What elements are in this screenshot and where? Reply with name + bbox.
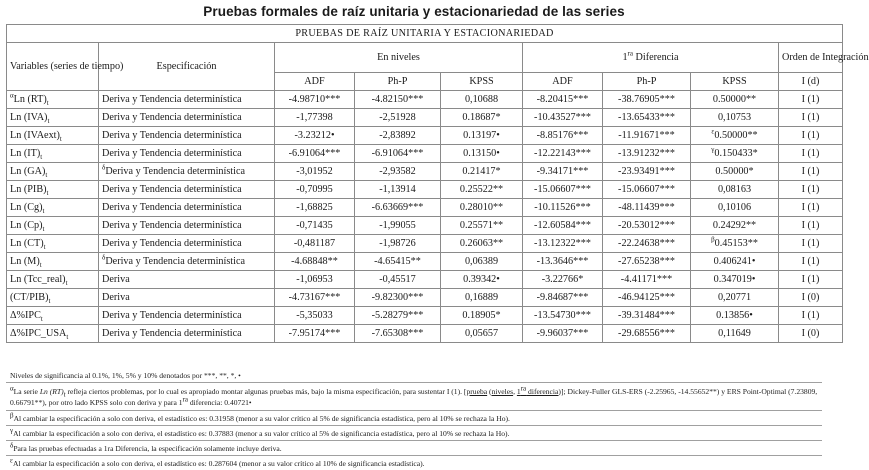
cell-php: -4.65415** [355,253,441,271]
kpss-diff-value: 0,20771 [717,292,752,303]
note-gamma [6,426,822,441]
cell-variable [7,289,99,307]
cell-orden: I (1) [779,109,843,127]
variable-name: Ln (M) [10,256,40,267]
cell-kpss-diff [691,307,779,325]
variable-name: Δ%IPC [10,310,41,321]
cell-especificacion [99,181,275,199]
kpss-diff-value: 0.24292** [712,220,757,231]
cell-adf: -0,71435 [275,217,355,235]
cell-variable [7,145,99,163]
cell-adf: -3,01952 [275,163,355,181]
cell-kpss-diff [691,145,779,163]
spec-text: Deriva [102,292,130,303]
header-variables: Variables (series de tiempo) [7,43,99,91]
cell-adf: -1,77398 [275,109,355,127]
spec-text: Deriva y Tendencia determinística [102,202,242,213]
cell-adf: -1,68825 [275,199,355,217]
table-row [7,127,843,145]
cell-variable [7,163,99,181]
variable-name: Ln (IT) [10,148,41,159]
table-row [7,325,843,343]
cell-php-diff: -13.65433*** [603,109,691,127]
note-marker: α [10,384,14,393]
cell-variable [7,307,99,325]
variable-name: Ln (CT) [10,238,44,249]
cell-adf-diff: -9.96037*** [523,325,603,343]
variable-name: Ln (Cp) [10,220,43,231]
cell-kpss-diff [691,325,779,343]
spec-text: Deriva y Tendencia determinística [105,256,245,267]
cell-variable [7,109,99,127]
cell-orden: I (1) [779,181,843,199]
cell-especificacion [99,217,275,235]
table-row [7,217,843,235]
cell-adf: -1,06953 [275,271,355,289]
variable-name: Ln (PIB) [10,184,47,195]
cell-adf: -5,35033 [275,307,355,325]
variable-sub: t [65,279,68,288]
variable-sub: t [40,153,43,162]
unit-root-table [6,24,869,343]
diferencia-sup: ra [627,49,633,58]
cell-especificacion [99,145,275,163]
note-beta [6,411,822,426]
kpss-diff-value: 0,08163 [717,184,752,195]
kpss-marker: ε [711,127,715,136]
header-adf-diff: ADF [523,73,603,91]
header-orden: Orden de Integración [779,43,843,73]
note-delta [6,441,822,456]
cell-orden: I (1) [779,145,843,163]
page-title: Pruebas formales de raíz unitaria y estacionariedad de las series [203,4,625,19]
header-kpss: KPSS [441,73,523,91]
cell-orden: I (1) [779,163,843,181]
cell-variable [7,127,99,145]
header-php: Ph-P [355,73,441,91]
cell-kpss: 0.21417* [441,163,523,181]
cell-php-diff: -22.24638*** [603,235,691,253]
cell-php-diff: -4.41171*** [603,271,691,289]
kpss-diff-value: 0,10106 [717,202,752,213]
note-sup: ra [182,395,188,404]
cell-php: -1,13914 [355,181,441,199]
cell-adf: -4.73167*** [275,289,355,307]
note-text: , [513,387,517,396]
cell-kpss-diff [691,127,779,145]
cell-adf-diff: -12.60584*** [523,217,603,235]
note-variable: Ln (RT) [39,387,64,396]
header-kpss-diff: KPSS [691,73,779,91]
kpss-diff-value: 0.150433* [714,148,758,159]
cell-orden: I (0) [779,325,843,343]
header-primera-diferencia [523,43,779,73]
variable-sub: t [59,135,62,144]
cell-php: -5.28279*** [355,307,441,325]
spec-text: Deriva y Tendencia determinística [102,220,242,231]
cell-especificacion [99,127,275,145]
kpss-marker: γ [711,145,715,154]
cell-kpss: 0.13150• [441,145,523,163]
cell-php-diff: -23.93491*** [603,163,691,181]
cell-php-diff: -27.65238*** [603,253,691,271]
cell-kpss: 0.25522** [441,181,523,199]
cell-adf-diff: -9.34171*** [523,163,603,181]
note-text: Al cambiar la especificación a solo con deriva, el estadístico es: 0.287604 (menor a su valor crítico al 10% de significancia estadística). [12,459,425,468]
kpss-diff-value: 0,10753 [717,112,752,123]
cell-php: -2,93582 [355,163,441,181]
cell-orden: I (1) [779,307,843,325]
cell-variable [7,91,99,109]
table-row [7,271,843,289]
cell-php: -2,83892 [355,127,441,145]
spec-text: Deriva y Tendencia determinística [102,94,242,105]
cell-especificacion [99,271,275,289]
variable-sub: t [43,243,46,252]
variable-sub: t [46,99,49,108]
table-row [7,199,843,217]
note-marker: δ [10,441,14,450]
cell-especificacion [99,235,275,253]
table-row [7,289,843,307]
cell-adf-diff: -10.11526*** [523,199,603,217]
note-sup: ra [520,384,527,393]
cell-php: -1,98726 [355,235,441,253]
cell-php-diff: -38.76905*** [603,91,691,109]
table-row [7,163,843,181]
table-caption: PRUEBAS DE RAÍZ UNITARIA Y ESTACIONARIEDAD [7,25,843,43]
note-diferencia-link [516,384,559,396]
note-text: diferencia: 0.40721• [187,398,252,407]
cell-kpss: 0,16889 [441,289,523,307]
cell-kpss-diff [691,91,779,109]
note-text: Para las pruebas efectuadas a 1ra Diferencia, la especificación solamente incluye deriva. [13,444,282,453]
note-significance: Niveles de significancia al 0.1%, 1%, 5% y 10% denotados por ***, **, *, • [6,368,822,383]
cell-php: -2,51928 [355,109,441,127]
note-text: refleja ciertos problemas, por lo cual es apropiado montar algunas pruebas más, bajo la misma especificación, para sustentar I (1). [ [65,387,467,396]
spec-text: Deriva y Tendencia determinística [102,148,242,159]
spec-text: Deriva y Tendencia determinística [102,310,242,321]
cell-php: -9.82300*** [355,289,441,307]
cell-adf-diff: -9.84687*** [523,289,603,307]
cell-kpss: 0.25571** [441,217,523,235]
variable-name: (CT/PIB) [10,292,49,303]
cell-php: -4.82150*** [355,91,441,109]
note-marker: γ [10,426,14,435]
note-niveles-link: niveles [491,387,514,396]
variable-sub: t [66,333,69,342]
cell-especificacion [99,109,275,127]
kpss-diff-value: 0.50000* [715,166,754,177]
cell-kpss: 0.28010** [441,199,523,217]
cell-adf-diff: -8.85176*** [523,127,603,145]
variable-marker: α [10,91,14,100]
cell-php: -0,45517 [355,271,441,289]
note-text: Al cambiar la especificación a solo con deriva, el estadístico es: 0.37883 (menor a su valor crítico al 5% de significancia estadística, pero al 10% se rechaza la Ho). [13,429,510,438]
variable-name: Ln (IVA) [10,112,48,123]
cell-adf-diff: -13.3646*** [523,253,603,271]
cell-php: -1,99055 [355,217,441,235]
header-adf: ADF [275,73,355,91]
cell-variable [7,235,99,253]
spec-text: Deriva y Tendencia determinística [102,130,242,141]
cell-php-diff: -39.31484*** [603,307,691,325]
cell-kpss-diff [691,109,779,127]
variable-sub: t [42,225,45,234]
cell-kpss-diff [691,217,779,235]
cell-especificacion [99,91,275,109]
cell-kpss-diff [691,271,779,289]
diferencia-text: Diferencia [633,52,679,63]
variable-name: Δ%IPC_USA [10,328,67,339]
cell-orden: I (1) [779,235,843,253]
table-row [7,253,843,271]
table-row [7,91,843,109]
cell-php-diff: -48.11439*** [603,199,691,217]
cell-orden: I (1) [779,271,843,289]
cell-adf: -7.95174*** [275,325,355,343]
table-body [7,91,843,343]
cell-variable [7,181,99,199]
cell-orden: I (0) [779,289,843,307]
cell-php-diff: -20.53012*** [603,217,691,235]
cell-adf-diff: -10.43527*** [523,109,603,127]
note-text: diferencia [526,387,559,396]
variable-name: Ln (Cg) [10,202,43,213]
cell-adf: -4.68848** [275,253,355,271]
header-php-diff: Ph-P [603,73,691,91]
cell-kpss: 0.39342• [441,271,523,289]
cell-variable [7,325,99,343]
variable-name: Ln (Tcc_real) [10,274,66,285]
cell-kpss-diff [691,181,779,199]
variable-sub: t [42,207,45,216]
cell-adf-diff: -15.06607*** [523,181,603,199]
note-text: ( [487,387,492,396]
variable-sub: t [40,315,43,324]
header-especificacion: Especificación [99,43,275,91]
cell-kpss-diff [691,163,779,181]
note-text: 1 [516,387,521,396]
notes [6,368,822,470]
cell-kpss: 0.18905* [441,307,523,325]
cell-orden: I (1) [779,127,843,145]
cell-orden: I (1) [779,217,843,235]
kpss-diff-value: 0.50000** [714,130,758,141]
spec-marker: δ [102,253,106,262]
header-en-niveles: En niveles [275,43,523,73]
cell-especificacion [99,289,275,307]
cell-php: -7.65308*** [355,325,441,343]
cell-adf-diff: -13.12322*** [523,235,603,253]
kpss-marker: β [711,235,715,244]
note-marker: β [10,411,14,420]
cell-adf: -0,481187 [275,235,355,253]
table-row [7,235,843,253]
cell-variable [7,253,99,271]
cell-especificacion [99,199,275,217]
variable-name: Ln (RT) [13,94,47,105]
cell-adf-diff: -12.22143*** [523,145,603,163]
cell-kpss: 0,05657 [441,325,523,343]
cell-variable [7,199,99,217]
cell-php-diff: -46.94125*** [603,289,691,307]
cell-kpss: 0.26063** [441,235,523,253]
spec-marker: δ [102,163,106,172]
cell-kpss: 0.18687* [441,109,523,127]
note-prueba-link: prueba [466,387,488,396]
cell-adf: -3.23212• [275,127,355,145]
note-text: ]; Dickey-Fuller GLS-ERS (-2.25965, -14.55652**) y ERS Point-Optimal (7.23809, 0.66791**), por otro lado KPSS solo con deriva y para 1 [10,387,818,407]
cell-kpss-diff [691,253,779,271]
cell-variable [7,217,99,235]
spec-text: Deriva [102,274,130,285]
variable-sub: t [45,171,48,180]
table-row [7,109,843,127]
note-text: Al cambiar la especificación a solo con deriva, el estadístico es: 0.31958 (menor a su valor crítico al 5% de significancia estadística, pero al 10% se rechaza la Ho). [13,414,510,423]
spec-text: Deriva y Tendencia determinística [105,166,245,177]
cell-orden: I (1) [779,199,843,217]
cell-kpss: 0,06389 [441,253,523,271]
variable-name: Ln (IVAext) [10,130,60,141]
cell-adf: -0,70995 [275,181,355,199]
cell-php: -6.63669*** [355,199,441,217]
variable-sub: t [39,261,42,270]
variable-sub: t [46,189,49,198]
cell-php: -6.91064*** [355,145,441,163]
cell-kpss-diff [691,199,779,217]
note-alpha [6,383,822,411]
cell-variable [7,271,99,289]
kpss-diff-value: 0.406241• [713,256,756,267]
variable-name: Ln (GA) [10,166,46,177]
cell-especificacion [99,163,275,181]
cell-kpss-diff [691,289,779,307]
cell-adf-diff: -8.20415*** [523,91,603,109]
cell-adf-diff: -3.22766* [523,271,603,289]
kpss-diff-value: 0.45153** [714,238,758,249]
spec-text: Deriva y Tendencia determinística [102,238,242,249]
spec-text: Deriva y Tendencia determinística [102,184,242,195]
table-row [7,181,843,199]
note-text: La serie [13,387,40,396]
note-variable-sub: t [63,390,66,399]
cell-orden: I (1) [779,91,843,109]
cell-especificacion [99,307,275,325]
cell-kpss-diff [691,235,779,253]
cell-php-diff: -13.91232*** [603,145,691,163]
cell-kpss: 0,10688 [441,91,523,109]
kpss-diff-value: 0,11649 [718,328,751,339]
cell-orden: I (1) [779,253,843,271]
table-row [7,145,843,163]
note-text: ) [558,387,561,396]
cell-adf: -6.91064*** [275,145,355,163]
kpss-diff-value: 0.347019• [713,274,756,285]
variable-sub: t [48,297,51,306]
cell-php-diff: -11.91671*** [603,127,691,145]
variable-sub: t [47,117,50,126]
cell-adf-diff: -13.54730*** [523,307,603,325]
kpss-diff-value: 0.50000** [712,94,757,105]
diferencia-num: 1 [622,52,628,63]
cell-especificacion [99,253,275,271]
header-id: I (d) [779,73,843,91]
note-epsilon [6,456,822,470]
kpss-diff-value: 0.13856• [716,310,753,321]
cell-adf: -4.98710*** [275,91,355,109]
spec-text: Deriva y Tendencia determinística [102,112,242,123]
cell-php-diff: -15.06607*** [603,181,691,199]
cell-php-diff: -29.68556*** [603,325,691,343]
spec-text: Deriva y Tendencia determinística [102,328,242,339]
cell-kpss: 0.13197• [441,127,523,145]
table-row [7,307,843,325]
note-marker: ε [10,456,13,465]
cell-especificacion [99,325,275,343]
